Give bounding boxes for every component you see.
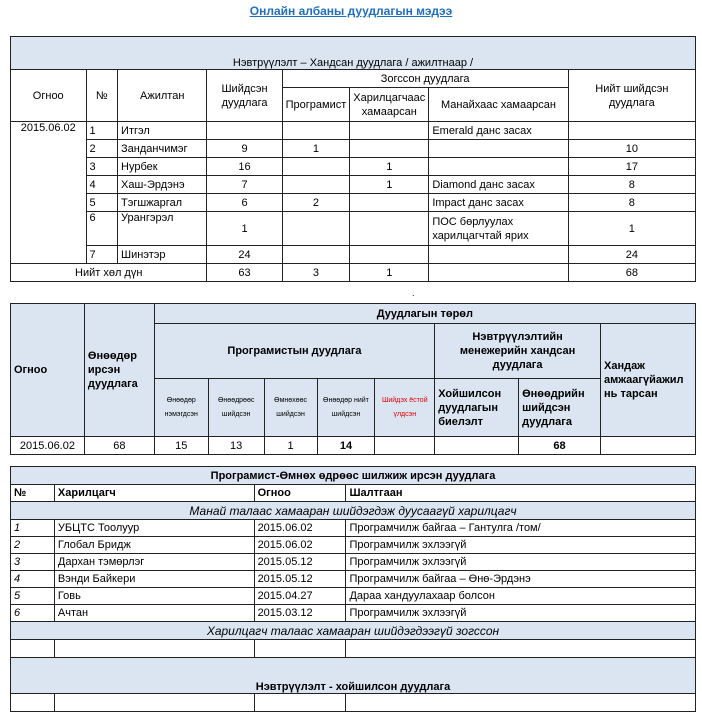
col-header-no: №	[86, 70, 118, 122]
table-row	[11, 140, 696, 158]
col-header-types: Дуудлагын төрөл	[154, 304, 695, 324]
total-count: 8	[568, 176, 695, 194]
col-header-remaining: Шийдэх ёстой үлдсэн	[375, 379, 435, 437]
sum-solved: 63	[207, 264, 282, 282]
col-header-added-today: Өнөөдөр нэмэгдсэн	[154, 379, 208, 437]
row-no: 3	[11, 554, 55, 571]
table-row	[11, 176, 696, 194]
client-count	[350, 212, 429, 246]
total-count	[568, 122, 695, 140]
table-row	[11, 212, 696, 246]
client-count	[350, 246, 429, 264]
employee-name: Нурбек	[118, 158, 207, 176]
page-title[interactable]: Онлайн албаны дуудлагын мэдээ	[249, 4, 453, 18]
employee-name: Хаш-Эрдэнэ	[118, 176, 207, 194]
row-no: 5	[86, 194, 118, 212]
date-cell: 2015.06.02	[11, 437, 85, 455]
col-header-client: Харилцагч	[54, 485, 254, 502]
col-header-employee: Ажилтан	[118, 70, 207, 122]
ours-note	[429, 140, 568, 158]
row-no: 6	[86, 212, 118, 246]
solved-count: 16	[207, 158, 282, 176]
row-no: 5	[11, 588, 55, 605]
empty-row	[11, 640, 696, 658]
solved-count: 6	[207, 194, 282, 212]
programmer-count: 2	[282, 194, 350, 212]
row-no: 4	[11, 571, 55, 588]
employee-calls-table	[10, 36, 696, 282]
row-reason: Дараа хандуулахаар болсон	[346, 588, 696, 605]
row-reason: Програмчилж эхлээгүй	[346, 537, 696, 554]
row-date: 2015.06.02	[254, 520, 346, 537]
sum-label: Нийт хөл дүн	[11, 264, 207, 282]
col-header-manager-calls: Нэвтрүүлэлтийн менежерийн хандсан дуудлага	[435, 324, 601, 379]
empty-cell	[11, 694, 55, 712]
col-header-total: Нийт шийдсэн дуудлага	[568, 70, 695, 122]
col-header-date: Огноо	[11, 70, 87, 122]
programmer-count	[282, 122, 350, 140]
total-count: 1	[568, 212, 695, 246]
empty-cell	[54, 694, 254, 712]
sum-row	[11, 264, 696, 282]
section-header-postponed: Нэвтрүүлэлт - хойшилсон дуудлага	[11, 658, 696, 694]
row-no: 2	[11, 537, 55, 554]
row-reason: Програмчилж байгаа – Гантулга /том/	[346, 520, 696, 537]
solved-prev-count: 1	[264, 437, 317, 455]
table-row	[11, 571, 696, 588]
client-name: Ачтан	[54, 605, 254, 622]
row-date: 2015.05.12	[254, 554, 346, 571]
solved-today-count: 13	[208, 437, 264, 455]
total-solved-count: 14	[317, 437, 375, 455]
col-header-programmer-calls: Програмистын дуудлага	[154, 324, 434, 379]
col-header-client: Харилцагчаас хамаарсан	[350, 88, 429, 122]
row-no: 2	[86, 140, 118, 158]
row-no: 6	[11, 605, 55, 622]
employee-name: Итгэл	[118, 122, 207, 140]
solved-count	[207, 122, 282, 140]
remaining-count	[375, 437, 435, 455]
col-header-solved-prev: Өмнөхөөс шийдсэн	[264, 379, 317, 437]
total-count: 10	[568, 140, 695, 158]
row-no: 3	[86, 158, 118, 176]
client-name: Говь	[54, 588, 254, 605]
row-no: 1	[86, 122, 118, 140]
client-count	[350, 140, 429, 158]
client-name: Глобал Бридж	[54, 537, 254, 554]
sum-ours	[429, 264, 568, 282]
col-header-total-solved: Өнөөдөр нийт шийдсэн	[317, 379, 375, 437]
date-cell: 2015.06.02	[11, 122, 87, 264]
row-reason: Програмчилж эхлээгүй	[346, 605, 696, 622]
empty-row	[11, 694, 696, 712]
sum-client: 1	[350, 264, 429, 282]
row-date: 2015.06.02	[254, 537, 346, 554]
employee-name: Занданчимэг	[118, 140, 207, 158]
client-count: 1	[350, 158, 429, 176]
table-banner: Нэвтрүүлэлт – Хандсан дуудлага / ажилтнаар /	[11, 37, 696, 70]
table-row	[11, 158, 696, 176]
section-header-client: Харилцагч талаас хамааран шийдэгдээгүй зогссон	[11, 622, 696, 640]
row-reason: Програмчилж эхлээгүй	[346, 554, 696, 571]
solved-count: 7	[207, 176, 282, 194]
employee-name: Тэгшжаргал	[118, 194, 207, 212]
client-count: 1	[350, 176, 429, 194]
ours-note	[429, 246, 568, 264]
ours-note	[429, 158, 568, 176]
col-header-today-solved: Өнөөдрийн шийдсэн дуудлага	[519, 379, 601, 437]
table-row	[11, 246, 696, 264]
table-row	[11, 588, 696, 605]
section-header-ours: Манай талаас хамааран шийдэгдэж дуусаагүй харилцагч	[11, 502, 696, 520]
open-progress-count	[435, 437, 519, 455]
row-no: 7	[86, 246, 118, 264]
separator-mark: .	[412, 288, 415, 298]
added-count: 15	[154, 437, 208, 455]
empty-cell	[346, 640, 696, 658]
col-header-stopped: Зогссон дуудлага	[282, 70, 568, 88]
table-row	[11, 605, 696, 622]
client-name: Вэнди Байкери	[54, 571, 254, 588]
empty-cell	[11, 640, 55, 658]
programmer-count: 1	[282, 140, 350, 158]
col-header-no: №	[11, 485, 55, 502]
col-header-solved-today: Өнөөдрөөс шийдсэн	[208, 379, 264, 437]
col-header-ours: Манайхаас хамаарсан	[429, 88, 568, 122]
carried-over-table	[10, 466, 696, 712]
row-date: 2015.03.12	[254, 605, 346, 622]
ours-note: ПОС бөрлуулах харилцагчтай ярих	[429, 212, 568, 246]
table-row	[11, 194, 696, 212]
ours-note: Emerald данс засах	[429, 122, 568, 140]
solved-count: 24	[207, 246, 282, 264]
programmer-count	[282, 158, 350, 176]
row-date: 2015.04.27	[254, 588, 346, 605]
col-header-today: Өнөөдөр ирсэн дуудлага	[84, 304, 154, 437]
empty-cell	[346, 694, 696, 712]
row-date: 2015.05.12	[254, 571, 346, 588]
col-header-open-progress: Хойшилсон дуудлагын биелэлт	[435, 379, 519, 437]
programmer-count	[282, 246, 350, 264]
table-row	[11, 554, 696, 571]
not-reached-count	[600, 437, 695, 455]
col-header-date: Огноо	[254, 485, 346, 502]
sum-total: 68	[568, 264, 695, 282]
table-row	[11, 520, 696, 537]
row-no: 1	[11, 520, 55, 537]
col-header-programmer: Програмист	[282, 88, 350, 122]
client-count	[350, 122, 429, 140]
today-solved-count: 68	[519, 437, 601, 455]
client-name: Дархан тэмөрлэг	[54, 554, 254, 571]
call-types-table	[10, 303, 696, 455]
client-name: УБЦТС Тоолуур	[54, 520, 254, 537]
table-title: Програмист-Өмнөх өдрөөс шилжиж ирсэн дуудлага	[11, 467, 696, 485]
table-row	[11, 122, 696, 140]
ours-note: Diamond данс засах	[429, 176, 568, 194]
total-count: 8	[568, 194, 695, 212]
empty-cell	[254, 640, 346, 658]
table-row	[11, 537, 696, 554]
solved-count: 9	[207, 140, 282, 158]
row-no: 4	[86, 176, 118, 194]
sum-programmer: 3	[282, 264, 350, 282]
programmer-count	[282, 212, 350, 246]
employee-name: Урангэрэл	[118, 212, 207, 246]
employee-name: Шинэтэр	[118, 246, 207, 264]
ours-note: Impact данс засах	[429, 194, 568, 212]
solved-count: 1	[207, 212, 282, 246]
col-header-solved: Шийдсэн дуудлага	[207, 70, 282, 122]
col-header-reason: Шалтгаан	[346, 485, 696, 502]
today-count: 68	[84, 437, 154, 455]
col-header-not-reached: Хандаж амжаагүйажил нь тарсан	[600, 324, 695, 437]
total-count: 17	[568, 158, 695, 176]
table-row	[11, 437, 696, 455]
col-header-date: Огноо	[11, 304, 85, 437]
row-reason: Програмчилж байгаа – Өнө-Эрдэнэ	[346, 571, 696, 588]
client-count	[350, 194, 429, 212]
total-count: 24	[568, 246, 695, 264]
programmer-count	[282, 176, 350, 194]
empty-cell	[54, 640, 254, 658]
empty-cell	[254, 694, 346, 712]
